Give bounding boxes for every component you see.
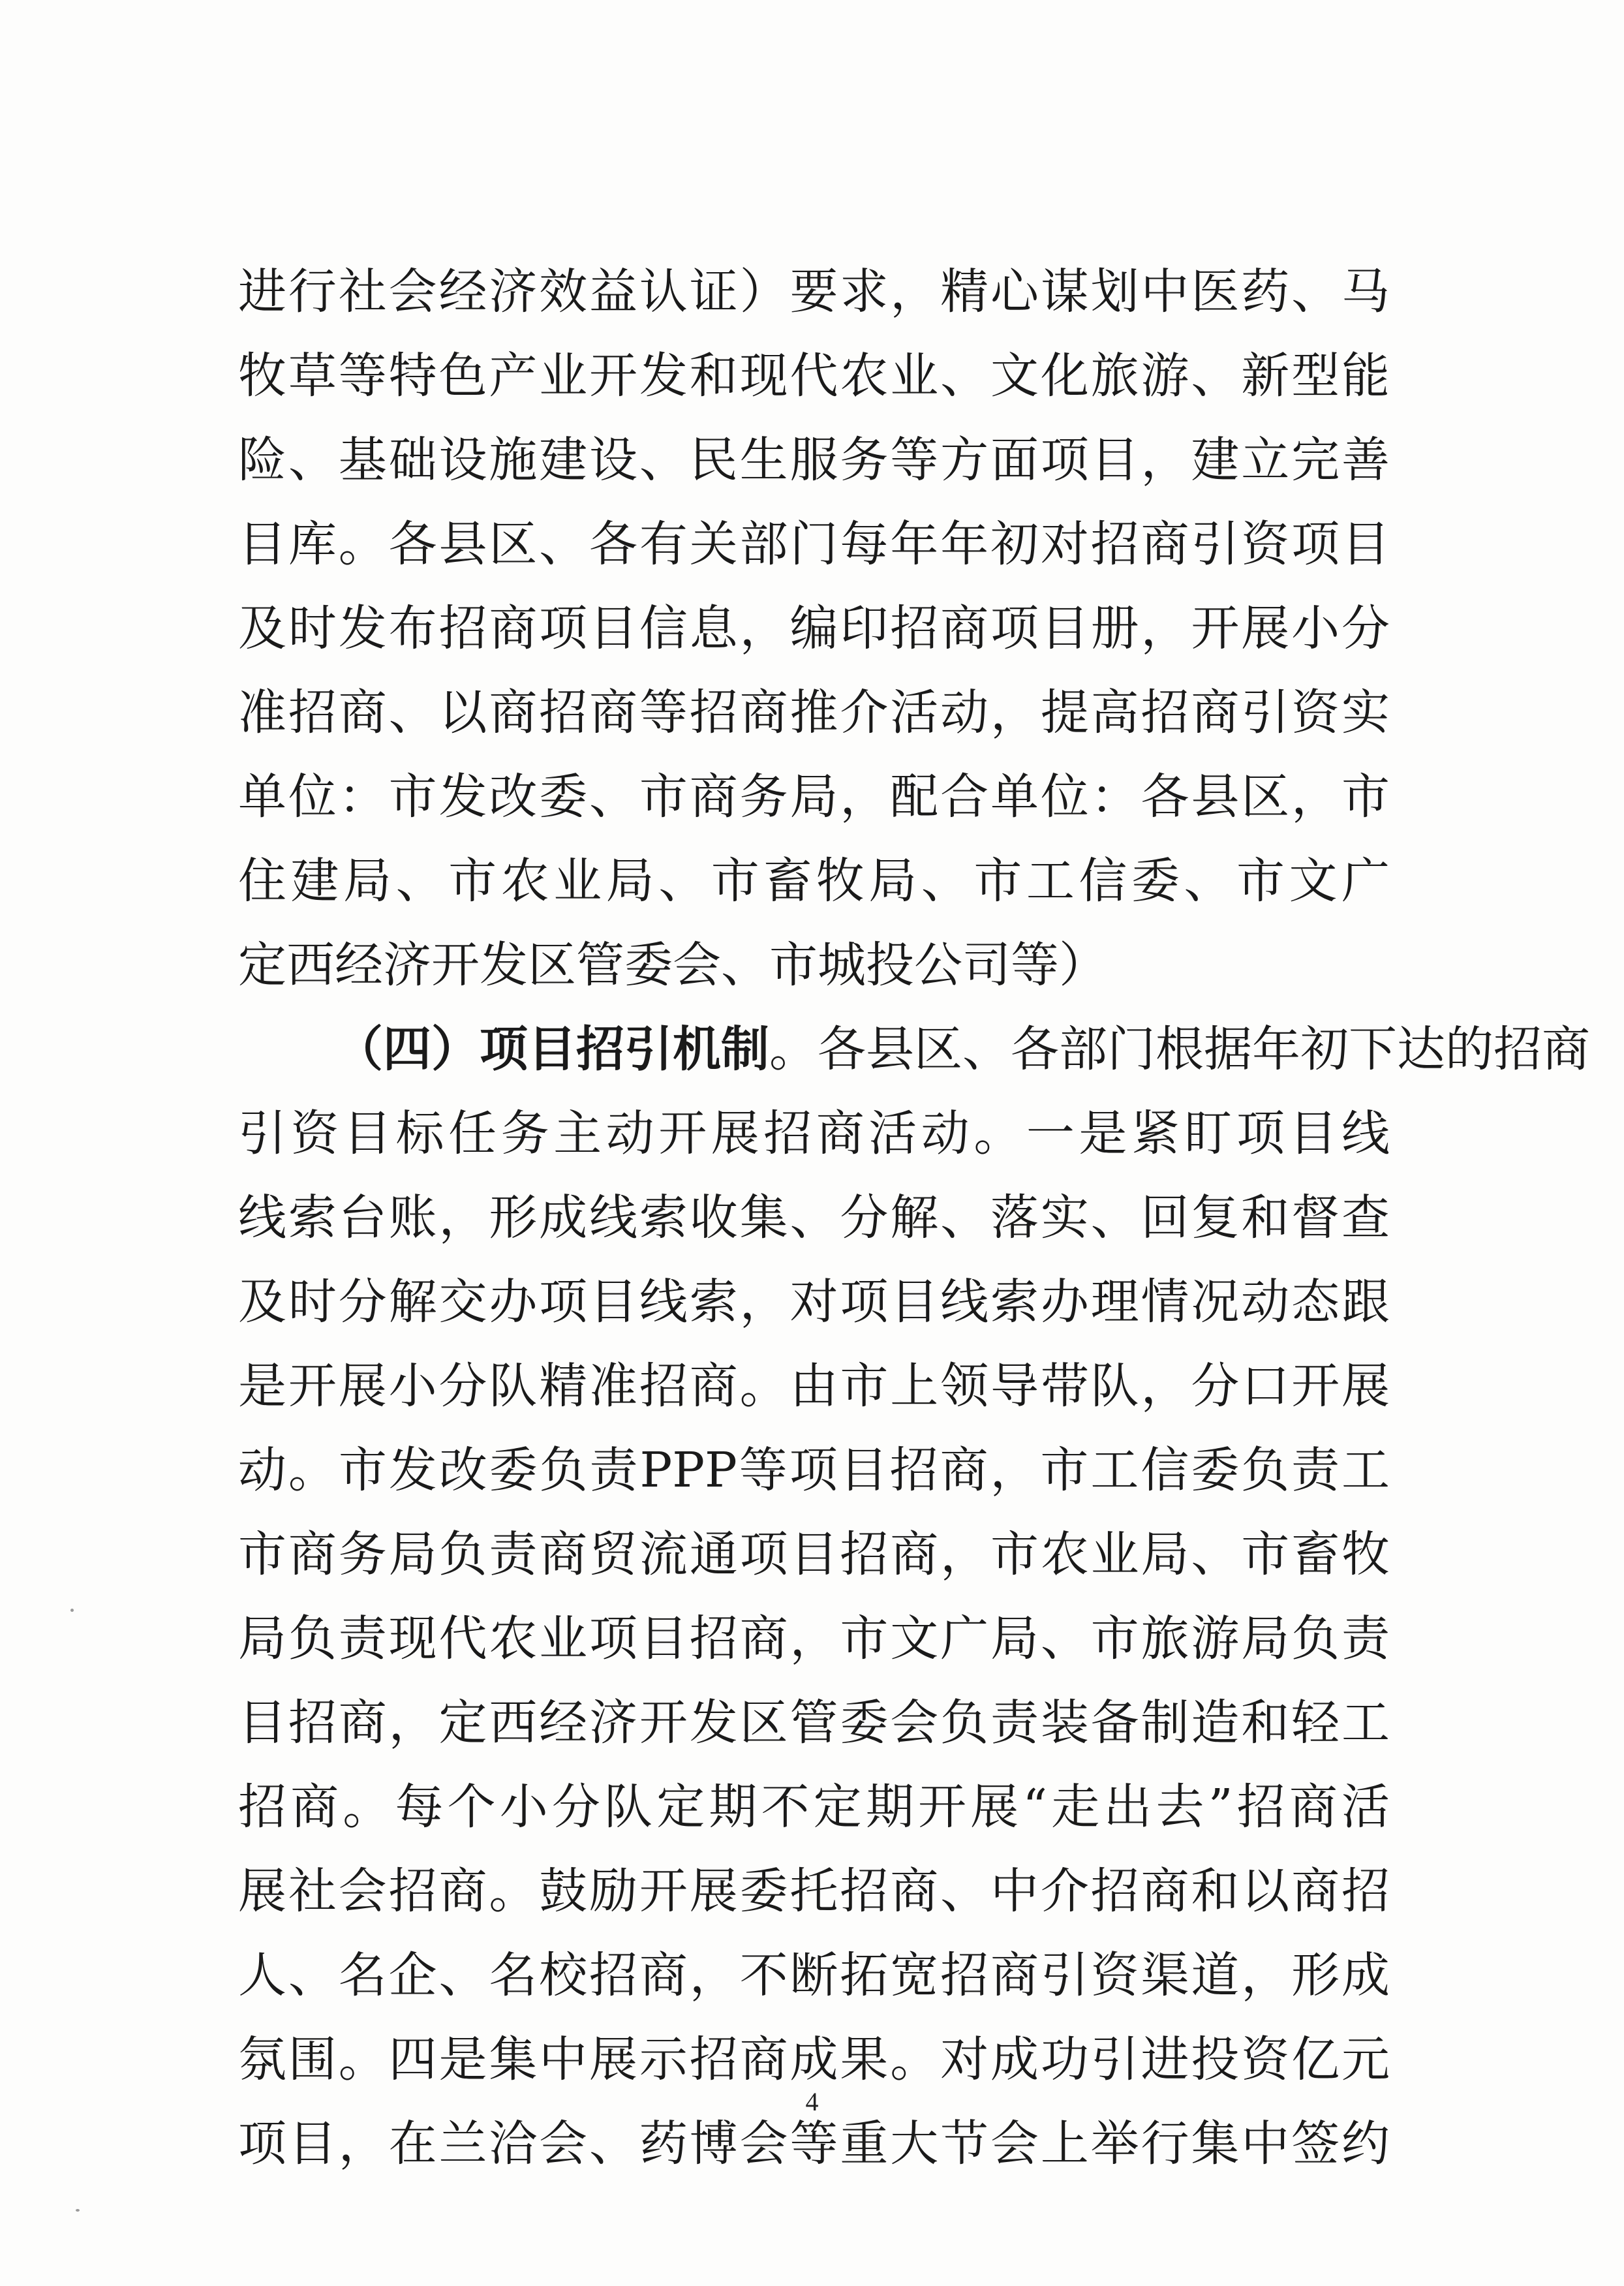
- scan-speck: [76, 2209, 80, 2212]
- page-number: 4: [805, 2087, 819, 2116]
- paragraph-project-attraction-mechanism: [238, 1008, 1590, 2186]
- heading-line-text: 。各县区、各部门根据年初下达的招商: [769, 1021, 1590, 1077]
- text-line: 进行社会经济效益认证）要求，精心谋划中医药、马: [238, 264, 1390, 320]
- text-line: 险、基础设施建设、民生服务等方面项目，建立完善: [238, 432, 1390, 488]
- text-line: 牧草等特色产业开发和现代农业、文化旅游、新型能: [238, 348, 1390, 404]
- text-line: 定西经济开发区管委会、市城投公司等）: [238, 937, 1107, 993]
- text-line: 氛围。四是集中展示招商成果。对成功引进投资亿元: [238, 2031, 1390, 2088]
- text-line: 项目，在兰洽会、药博会等重大节会上举行集中签约: [238, 2116, 1390, 2172]
- text-line: 及时发布招商项目信息，编印招商项目册，开展小分: [238, 600, 1390, 656]
- text-line: 展社会招商。鼓励开展委托招商、中介招商和以商招: [238, 1863, 1390, 1919]
- text-line: 准招商、以商招商等招商推介活动，提高招商引资实: [238, 685, 1390, 741]
- text-line: 引资目标任务主动开展招商活动。一是紧盯项目线: [238, 1105, 1390, 1162]
- text-line-with-heading: [238, 1008, 1590, 1092]
- text-line: 是开展小分队精准招商。由市上领导带队，分口开展: [238, 1358, 1390, 1414]
- text-line: 招商。每个小分队定期不定期开展“走出去”招商活: [238, 1779, 1390, 1835]
- section-heading: （四）项目招引机制: [335, 1021, 769, 1077]
- text-line: 目招商，定西经济开发区管委会负责装备制造和轻工: [238, 1695, 1390, 1751]
- text-line: 目库。各县区、各有关部门每年年初对招商引资项目: [238, 516, 1390, 572]
- text-line: 局负责现代农业项目招商，市文广局、市旅游局负责: [238, 1611, 1390, 1667]
- text-line: 及时分解交办项目线索，对项目线索办理情况动态跟: [238, 1274, 1390, 1330]
- body-text: [238, 250, 1590, 2186]
- text-line: 单位：市发改委、市商务局，配合单位：各县区，市: [238, 769, 1390, 825]
- paragraph-project-library: [238, 250, 1390, 1008]
- scan-speck: [70, 1609, 74, 1612]
- text-line: 住建局、市农业局、市畜牧局、市工信委、市文广: [238, 853, 1390, 909]
- text-line: 动。市发改委负责PPP等项目招商，市工信委负责工: [238, 1442, 1390, 1498]
- text-line: 人、名企、名校招商，不断拓宽招商引资渠道，形成: [238, 1947, 1390, 2003]
- text-line: 线索台账，形成线索收集、分解、落实、回复和督查: [238, 1190, 1390, 1246]
- text-line: 市商务局负责商贸流通项目招商，市农业局、市畜牧: [238, 1526, 1390, 1583]
